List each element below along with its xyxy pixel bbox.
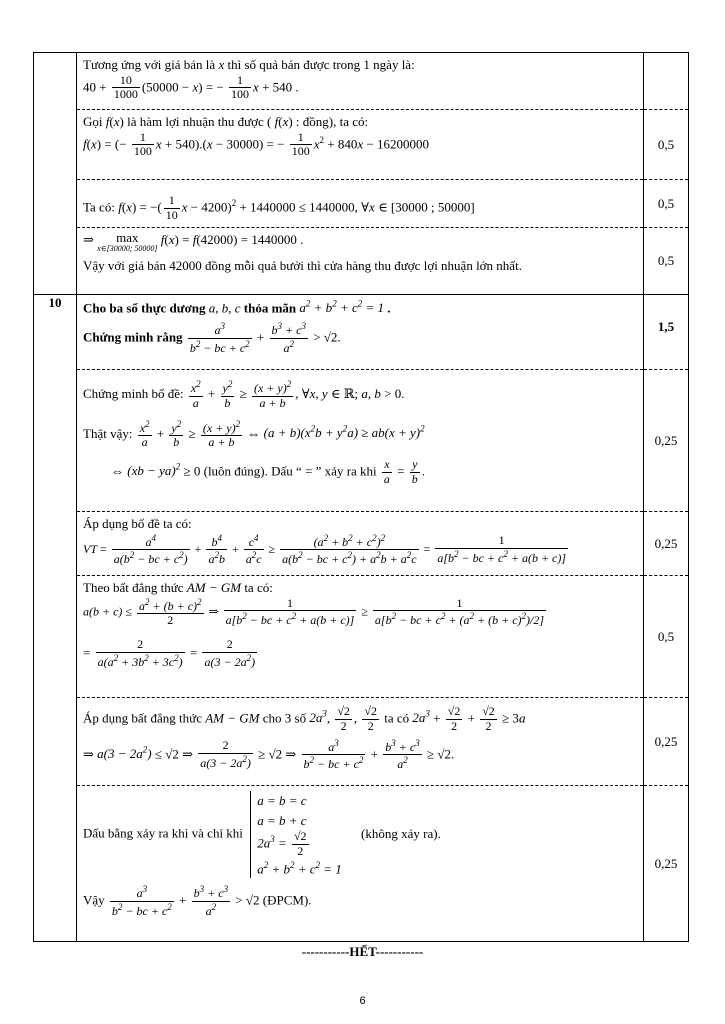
- step-5-conclusion: Vậy $\frac{a^3}{b^2 - bc + c^2}$ + $\frac{b^3 + c^3}{a^2}$ > √2 (ĐPCM).: [83, 884, 312, 919]
- step-4-result: ⇒ $a(3 - 2a^2) \le √2$ ⇒ $\frac{2}{a(3 - 2a^2)}$ ≥ √2 ⇒ $\frac{a^3}{b^2 - bc + c^2}$ + $\frac{b^3 + c^3}{a^2}$ ≥ √2.: [83, 737, 455, 772]
- equality-system: a = b = c a = b + c $2a^3$ = $\frac{√2}{2}$ $a^2 + b^2 + c^2 = 1$: [250, 791, 342, 878]
- row-2-text: Gọi f(x) là hàm lợi nhuận thu được ( f(x) : đồng), ta có:: [83, 114, 369, 129]
- question-prove: Chứng minh rằng $\frac{a^3}{b^2 - bc + c^2}$ + $\frac{b^3 + c^3}{a^2}$ > √2.: [83, 320, 341, 355]
- step-5-equality: Dấu bằng xảy ra khi và chỉ khi a = b = c a = b + c $2a^3$ = $\frac{√2}{2}$ $a^2 + b^2 + c^2 = 1$ (không xảy ra).: [83, 791, 637, 878]
- row-1-formula: 40 + $\frac{10}{1000}$ (50000 − x) = − $\frac{1}{100}$ x + 540 .: [83, 72, 299, 102]
- question-title: Cho ba số thực dương a, b, c thỏa mãn $a^2 + b^2 + c^2 = 1$ .: [83, 299, 391, 316]
- part-previous: [34, 53, 689, 295]
- question-10-solution: [77, 295, 644, 942]
- score-2: 0,5: [644, 110, 688, 180]
- row-2-formula: f(x) = (− $\frac{1}{100}$ x + 540).(x − 30000) = − $\frac{1}{100}$ $x^2 + 840x - 16200000$: [83, 129, 429, 159]
- row-4-conclusion: Vậy với giá bán 42000 đồng mỗi quả bưởi thì cửa hàng thu được lợi nhuận lớn nhất.: [83, 258, 522, 274]
- row-3-formula: Ta có: f(x) = −( $\frac{1}{10}$ x − 4200)$^2$ + 1440000 ≤ 1440000, ∀x ∈ [30000 ; 50000]: [83, 193, 475, 222]
- score-3: 0,5: [644, 180, 688, 228]
- step-4-score: 0,25: [644, 698, 688, 786]
- score-1: [644, 53, 688, 110]
- step-3-intro: Theo bất đẳng thức AM − GM ta có:: [83, 580, 273, 595]
- row-1-text: Tương ứng với giá bán là x thì số quả bán được trong 1 ngày là:: [83, 57, 415, 72]
- step-5-score: 0,25: [654, 855, 678, 871]
- step-2-formula: VT = $\frac{a^4}{a(b^2 - bc + c^2)}$ + $\frac{b^4}{a^2b}$ + $\frac{c^4}{a^2c}$ ≥ $\frac{(a^2 + b^2 + c^2)^2}{a(b^2 - bc + c^2) + a^2b + a^2c}$ = $\frac{1}{a[b^2 - bc + c^2 + a(b + c)]}$: [83, 532, 567, 567]
- row-4-formula: ⇒ max x∈[30000; 50000] f(x) = f(42000) = 1440000 .: [83, 230, 304, 254]
- question-statement: [77, 295, 643, 370]
- step-2-score: 0,25: [644, 512, 688, 576]
- step-3-result: = $\frac{2}{a(a^2 + 3b^2 + 3c^2)}$ = $\frac{2}{a(3 - 2a^2)}$: [83, 637, 256, 669]
- row-4: [77, 228, 643, 294]
- step-4: [77, 698, 643, 786]
- row-1: [77, 53, 643, 110]
- step-2-intro: Áp dụng bổ đề ta có:: [83, 516, 192, 531]
- step-4-intro: Áp dụng bất đẳng thức AM − GM cho 3 số $2a^3$, $\frac{√2}{2}$ , $\frac{√2}{2}$ ta có $2a^3$ + $\frac{√2}{2}$ + $\frac{√2}{2}$ ≥ 3a: [83, 704, 526, 733]
- step-5: [77, 786, 643, 941]
- question-number-cell: [34, 53, 77, 295]
- step-3: [77, 576, 643, 698]
- score-cell: [644, 53, 689, 295]
- row-3: [77, 180, 643, 228]
- question-10: [34, 295, 689, 942]
- score-4: 0,5: [657, 253, 675, 268]
- step-2: [77, 512, 643, 576]
- page-number: 6: [359, 995, 366, 1007]
- question-number: 10: [34, 295, 77, 942]
- question-10-scores: [644, 295, 689, 942]
- step-3-formula: a(b + c) ≤ $\frac{a^2 + (b + c)^2}{2}$ ⇒ $\frac{1}{a[b^2 - bc + c^2 + a(b + c)]}$ ≥ $\frac{1}{a[b^2 - bc + c^2 + (a^2 + (b + c)^2)/2]}$: [83, 595, 545, 628]
- step-1-proof: Thật vậy: $\frac{x^2}{a}$ + $\frac{y^2}{b}$ ≥ $\frac{(x + y)^2}{a + b}$ ⇔ $(a + b)(x^2b + y^2a) \ge ab(x + y)^2$: [83, 418, 425, 450]
- step-1: [77, 370, 643, 512]
- end-marker: -----------HẾT-----------: [301, 944, 424, 959]
- step-1-score: 0,25: [644, 370, 688, 512]
- row-2: [77, 110, 643, 180]
- step-1-equality: ⇔ (xb − ya)$^2$ ≥ 0 (luôn đúng). Dấu “ = ” xảy ra khi $\frac{x}{a}$ = $\frac{y}{b}$ .: [111, 457, 425, 486]
- step-1-lemma: Chứng minh bổ đề: $\frac{x^2}{a}$ + $\frac{y^2}{b}$ ≥ $\frac{(x + y)^2}{a + b}$ , ∀x, y ∈ ℝ; a, b > 0.: [83, 379, 405, 410]
- answer-table: [33, 52, 689, 942]
- step-3-score: 0,5: [644, 576, 688, 698]
- solution-cell: [77, 53, 644, 295]
- question-score: 1,5: [644, 295, 688, 370]
